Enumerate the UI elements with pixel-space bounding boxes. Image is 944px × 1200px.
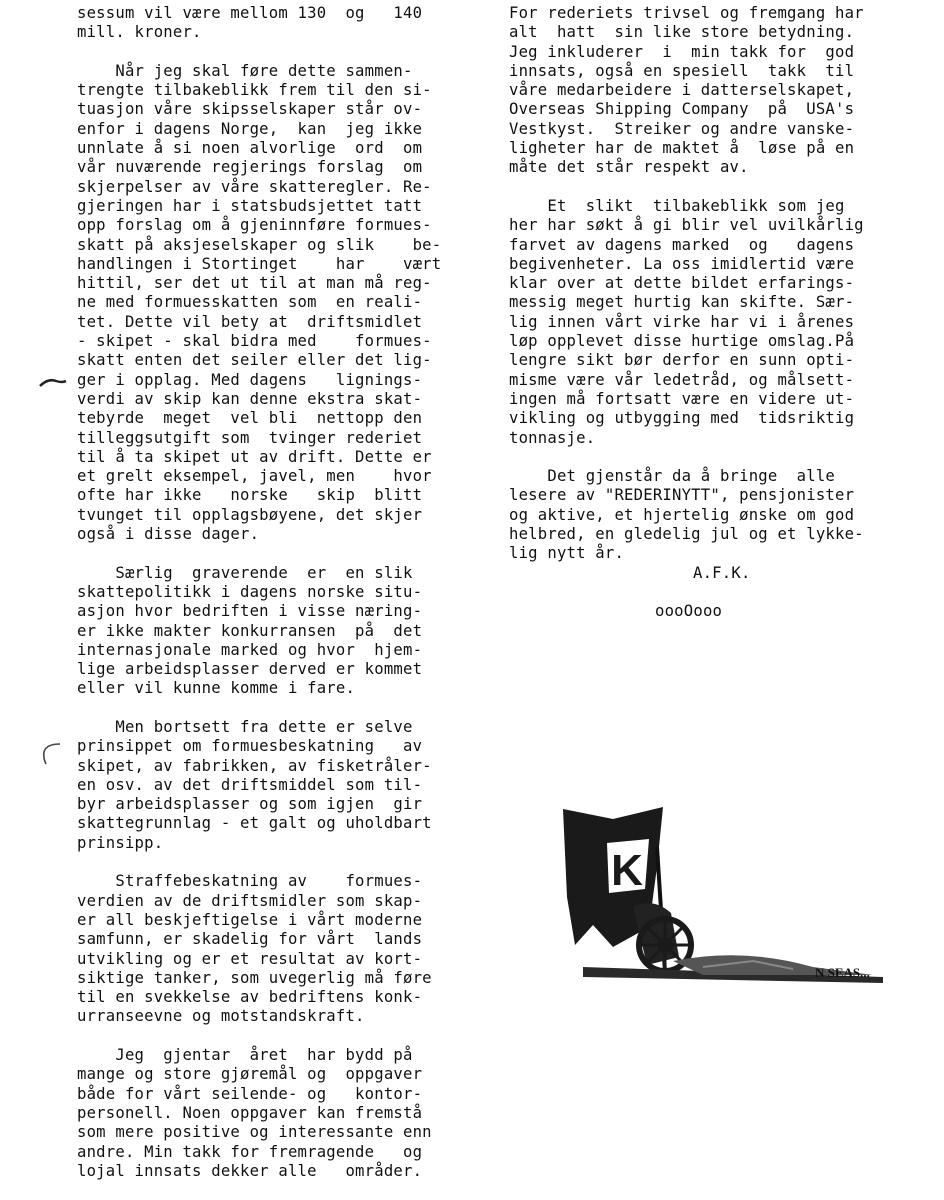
- paragraph: [509, 197, 869, 448]
- text-line: lige arbeidsplasser derved er kommet: [77, 660, 423, 679]
- logo-caption: N SEAS...: [815, 965, 870, 980]
- text-line: vikling og utbygging med tidsriktig: [509, 409, 855, 428]
- text-line: et grelt eksempel, javel, men hvor: [77, 467, 432, 486]
- text-line: lengre sikt bør derfor en sunn opti-: [509, 351, 855, 370]
- company-logo: [553, 797, 883, 987]
- text-line: tonnasje.: [509, 428, 596, 447]
- text-line: Straffebeskatning av formues-: [77, 872, 423, 891]
- text-line: en osv. av det driftsmiddel som til-: [77, 775, 423, 794]
- text-line: gjeringen har i statsbudsjettet tatt: [77, 196, 423, 215]
- text-line: Når jeg skal føre dette sammen-: [77, 61, 413, 80]
- text-line: Vestkyst. Streiker og andre vanske-: [509, 119, 855, 138]
- text-line: ingen må fortsatt være en videre ut-: [509, 389, 855, 408]
- text-line: unnlate å si noen alvorlige ord om: [77, 139, 423, 158]
- text-line: lojal innsats dekker alle områder.: [77, 1161, 423, 1180]
- text-line: messig meget hurtig kan skifte. Sær-: [509, 293, 855, 312]
- text-line: lesere av "REDERINYTT", pensjonister: [509, 486, 855, 505]
- text-line: vår nuværende regjerings forslag om: [77, 158, 423, 177]
- text-line: tuasjon våre skipsselskaper står ov-: [77, 100, 423, 119]
- margin-mark-1: [38, 376, 68, 390]
- text-line: skjerpelser av våre skatteregler. Re-: [77, 177, 432, 196]
- text-line: mill. kroner.: [77, 23, 202, 42]
- text-line: farvet av dagens marked og dagens: [509, 235, 855, 254]
- text-line: enfor i dagens Norge, kan jeg ikke: [77, 119, 423, 138]
- paragraph: [77, 718, 437, 853]
- text-line: skattepolitikk i dagens norske situ-: [77, 582, 423, 601]
- text-line: prinsipp.: [77, 833, 164, 852]
- text-line: skattegrunnlag - et galt og uholdbart: [77, 814, 432, 833]
- text-line: utvikling og er et resultat av kort-: [77, 949, 423, 968]
- text-line: handlingen i Stortinget har vært: [77, 254, 442, 273]
- text-line: både for vårt seilende- og kontor-: [77, 1084, 423, 1103]
- text-line: til å ta skipet ut av drift. Dette er: [77, 447, 432, 466]
- text-line: urranseevne og motstandskraft.: [77, 1007, 365, 1026]
- text-line: verdi av skip kan denne ekstra skat-: [77, 389, 423, 408]
- left-column: [77, 4, 442, 1200]
- text-line: tilleggsutgift som tvinger rederiet: [77, 428, 423, 447]
- text-line: hittil, ser det ut til at man må reg-: [77, 274, 432, 293]
- text-line: Men bortsett fra dette er selve: [77, 717, 413, 736]
- text-line: også i disse dager.: [77, 525, 260, 544]
- text-line: Jeg gjentar året har bydd på: [77, 1046, 413, 1065]
- text-line: skatt enten det seiler eller det lig-: [77, 351, 432, 370]
- text-line: skipet, av fabrikken, av fisketråler-: [77, 756, 432, 775]
- text-line: mange og store gjøremål og oppgaver: [77, 1065, 423, 1084]
- text-line: siktige tanker, som uvegerlig må føre: [77, 968, 432, 987]
- text-line: tvunget til opplagsbøyene, det skjer: [77, 505, 423, 524]
- text-line: skatt på aksjeselskaper og slik be-: [77, 235, 442, 254]
- text-line: lig nytt år.: [509, 544, 625, 563]
- text-line: misme være vår ledetråd, og målsett-: [509, 370, 855, 389]
- paragraph: [77, 564, 437, 699]
- margin-mark-2: [38, 740, 64, 768]
- paragraph: [77, 872, 437, 1026]
- paragraph: [77, 1046, 437, 1181]
- text-line: er ikke makter konkurransen på det: [77, 621, 423, 640]
- text-line: ne med formuesskatten som en reali-: [77, 293, 423, 312]
- text-line: prinsippet om formuesbeskatning av: [77, 737, 423, 756]
- text-line: lig innen vårt virke har vi i årenes: [509, 312, 855, 331]
- paragraph: [509, 4, 869, 178]
- text-line: måte det står respekt av.: [509, 158, 749, 177]
- text-line: Overseas Shipping Company på USA's: [509, 100, 855, 119]
- paragraph: [77, 61, 442, 544]
- text-line: innsats, også en spesiell takk til: [509, 61, 855, 80]
- text-line: - skipet - skal bidra med formues-: [77, 332, 432, 351]
- text-line: asjon hvor bedriften i visse næring-: [77, 602, 423, 621]
- text-line: alt hatt sin like store betydning.: [509, 23, 855, 42]
- section-separator: oooOooo: [655, 602, 723, 621]
- text-line: og aktive, et hjertelig ønske om god: [509, 505, 855, 524]
- paragraph: [77, 4, 437, 43]
- text-line: som mere positive og interessante enn: [77, 1123, 432, 1142]
- text-line: løp opplevet disse hurtige omslag.På: [509, 332, 855, 351]
- text-line: tet. Dette vil bety at driftsmidlet: [77, 312, 423, 331]
- text-line: her har søkt å gi blir vel uvilkårlig: [509, 216, 864, 235]
- text-line: andre. Min takk for fremragende og: [77, 1142, 423, 1161]
- text-line: Det gjenstår da å bringe alle: [509, 467, 835, 486]
- text-line: eller vil kunne komme i fare.: [77, 679, 356, 698]
- text-line: Et slikt tilbakeblikk som jeg: [509, 196, 845, 215]
- text-line: klar over at dette bildet erfarings-: [509, 274, 855, 293]
- right-column: [509, 4, 869, 622]
- text-line: er all beskjeftigelse i vårt moderne: [77, 910, 423, 929]
- text-line: tebyrde meget vel bli nettopp den: [77, 409, 423, 428]
- text-line: personell. Noen oppgaver kan fremstå: [77, 1103, 423, 1122]
- text-line: helbred, en gledelig jul og et lykke-: [509, 525, 864, 544]
- flag-letter: K: [611, 846, 643, 895]
- text-line: våre medarbeidere i datterselskapet,: [509, 81, 855, 100]
- paragraph: [509, 467, 869, 583]
- text-line: samfunn, er skadelig for vårt lands: [77, 930, 423, 949]
- text-line: For rederiets trivsel og fremgang har: [509, 4, 864, 22]
- signature: A.F.K.: [693, 563, 751, 582]
- text-line: byr arbeidsplasser og som igjen gir: [77, 795, 423, 814]
- text-line: verdien av de driftsmidler som skap-: [77, 891, 423, 910]
- text-line: Særlig graverende er en slik: [77, 563, 413, 582]
- text-line: Jeg inkluderer i min takk for god: [509, 42, 855, 61]
- text-line: til en svekkelse av bedriftens konk-: [77, 988, 423, 1007]
- text-line: trengte tilbakeblikk frem til den si-: [77, 81, 432, 100]
- text-line: internasjonale marked og hvor hjem-: [77, 640, 423, 659]
- text-line: ger i opplag. Med dagens lignings-: [77, 370, 423, 389]
- text-line: opp forslag om å gjeninnføre formues-: [77, 216, 432, 235]
- text-line: sessum vil være mellom 130 og 140: [77, 4, 423, 22]
- text-line: ofte har ikke norske skip blitt: [77, 486, 423, 505]
- text-line: begivenheter. La oss imidlertid være: [509, 254, 855, 273]
- text-line: ligheter har de maktet å løse på en: [509, 139, 855, 158]
